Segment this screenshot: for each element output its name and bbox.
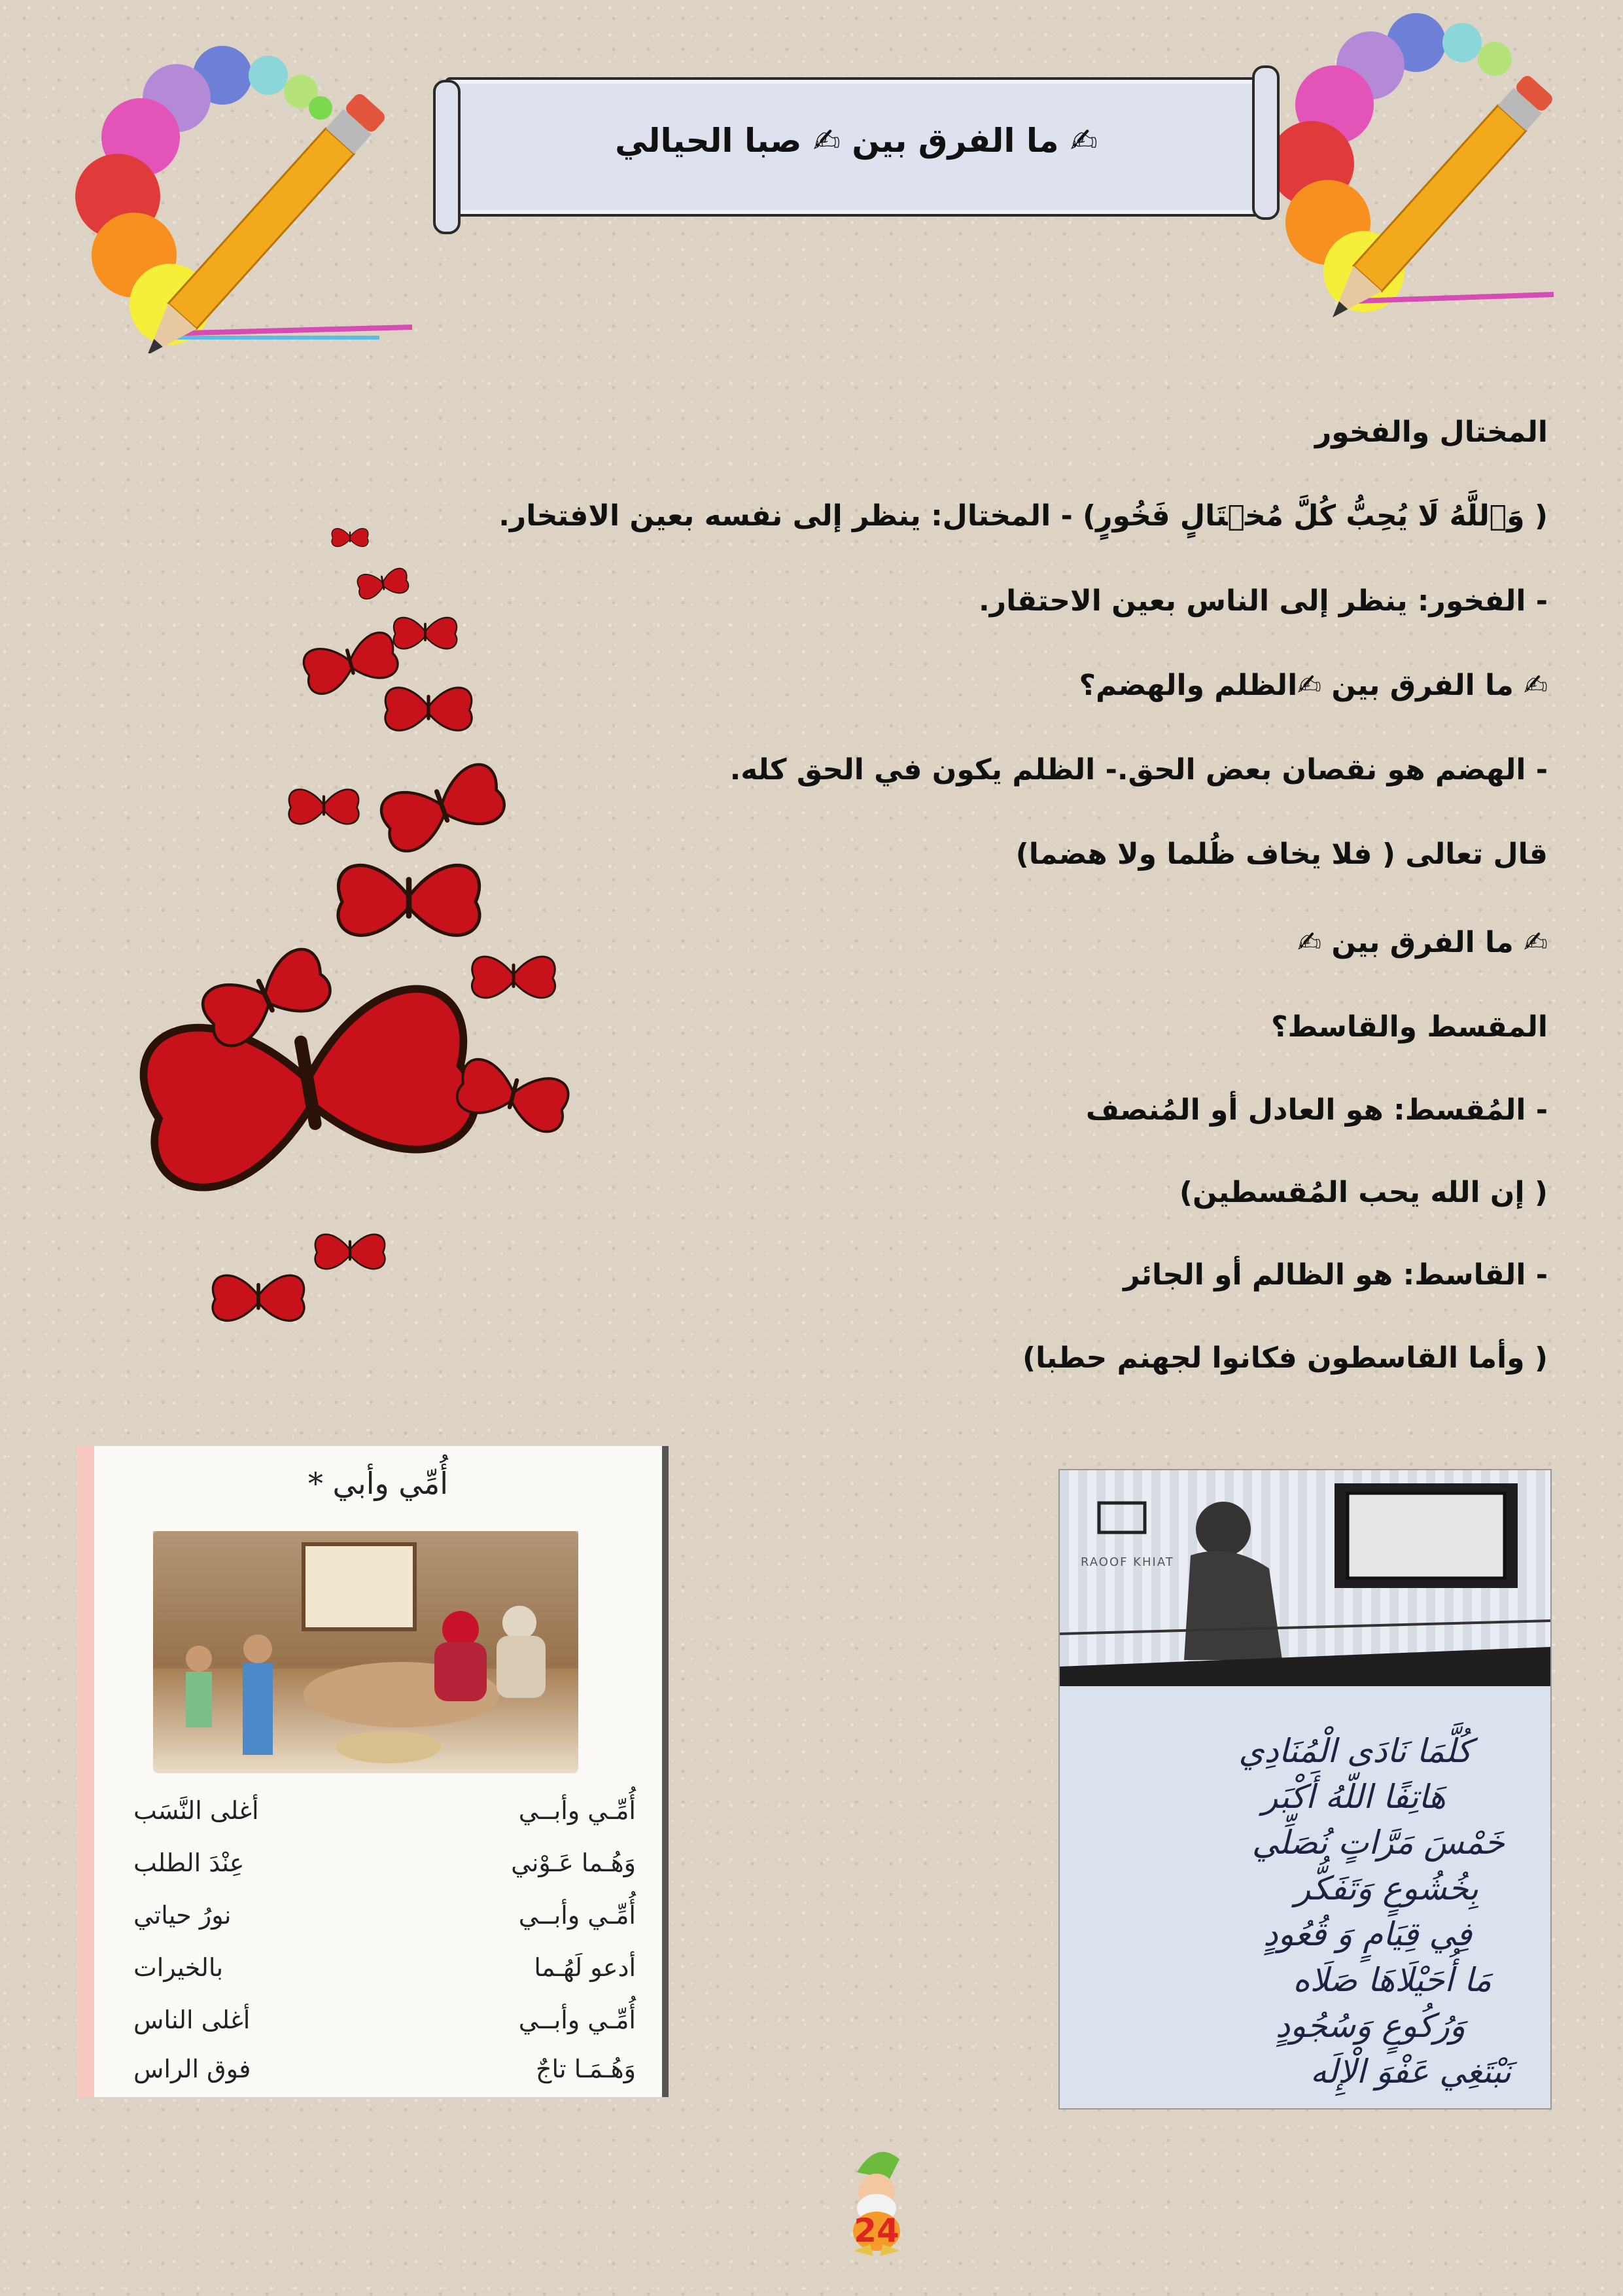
poem-left-verse: وَهُـما عَـوْني (511, 1848, 636, 1877)
poem-left-row-5 (133, 2005, 636, 2034)
prayer-poem-line-1: كُلَّمَا نَادَى الْمُنَادِي (1238, 1732, 1472, 1770)
pencil-rainbow-decoration-right (1266, 13, 1593, 321)
prayer-poem-line-3: خَمْسَ مَرَّاتٍ نُصَلِّي (1251, 1824, 1505, 1862)
praying-boy-sketch (1060, 1470, 1550, 1686)
poem-left-verse: أُمِّـي وأبــي (518, 1901, 636, 1930)
text-line-6: قال تعالى ( فلا يخاف ظُلما ولا هضما) (1015, 838, 1548, 871)
pencil-rainbow-decoration-left (72, 46, 438, 353)
poem-left-row-4 (133, 1953, 636, 1982)
poem-left-verse: نورُ حياتي (133, 1901, 232, 1930)
text-line-2: ( وَٱللَّهُ لَا يُحِبُّ كُلَّ مُخۡتَالٍ فَخُورٍ) - المختال: ينظر إلى نفسه بعين الافتخار. (498, 499, 1548, 533)
text-line-10: ( إن الله يحب المُقسطين) (1179, 1176, 1548, 1209)
sketch-artist-caption: RAOOF KHIAT (1081, 1555, 1174, 1569)
text-line-12: ( وأما القاسطون فكانوا لجهنم حطبا) (1022, 1341, 1548, 1375)
poem-left-row-2 (133, 1848, 636, 1877)
family-scene-illustration (153, 1531, 578, 1773)
poem-left-heading: أُمِّي وأبي * (307, 1466, 449, 1501)
poem-left-verse: أدعو لَهُـما (534, 1953, 636, 1982)
title-banner (445, 77, 1268, 217)
poem-left-verse: أغلى النَّسَب (133, 1796, 259, 1825)
poem-left-verse: فوق الراس (133, 2055, 251, 2083)
poem-image-mother-father (77, 1446, 669, 2097)
poem-left-verse: عِنْدَ الطلب (133, 1848, 245, 1877)
poem-image-prayer (1058, 1469, 1552, 2110)
poem-left-row-6 (133, 2055, 636, 2083)
poem-left-verse: أغلى الناس (133, 2005, 251, 2034)
poem-left-row-3 (133, 1901, 636, 1930)
text-line-11: - القاسط: هو الظالم أو الجائر (1123, 1258, 1548, 1292)
text-line-5: - الهضم هو نقصان بعض الحق.- الظلم يكون في الحق كله. (729, 753, 1548, 786)
page-number-badge (837, 2146, 916, 2277)
text-line-8: المقسط والقاسط؟ (1270, 1010, 1548, 1044)
page-number: 24 (854, 2212, 899, 2250)
prayer-poem-line-8: نَبْتَغِي عَفْوَ الْإِلَه (1310, 2053, 1511, 2091)
poem-left-verse: وَهُـمَـا تاجٌ (536, 2055, 636, 2083)
poem-left-verse: أُمِّـي وأبــي (518, 1796, 636, 1825)
question-heading-2: ✍ ما الفرق بين ✍الظلم والهضم؟ (1079, 669, 1548, 702)
prayer-poem-line-7: وَرُكُوعٍ وَسُجُودٍ (1275, 2007, 1465, 2045)
text-line-9: - المُقسط: هو العادل أو المُنصف (1085, 1093, 1548, 1127)
page-title: ✍ ما الفرق بين ✍ صبا الحيالي (615, 122, 1098, 160)
text-line-3: - الفخور: ينظر إلى الناس بعين الاحتقار. (979, 584, 1548, 618)
poem-left-verse: بالخيرات (133, 1953, 224, 1982)
question-heading-3: ✍ ما الفرق بين ✍ (1297, 926, 1548, 959)
poem-left-verse: أُمِّـي وأبــي (518, 2005, 636, 2034)
poem-left-row-1 (133, 1796, 636, 1825)
prayer-poem-line-2: هَاتِفًا اللّهُ أَكْبَر (1262, 1778, 1446, 1816)
text-line-1: المختال والفخور (1314, 415, 1548, 449)
prayer-poem-line-5: فِي قِيَامٍ وَ قُعُودٍ (1263, 1915, 1472, 1953)
prayer-poem-line-4: بِخُشُوعٍ وَتَفَكُّر (1295, 1869, 1478, 1907)
prayer-poem-line-6: مَا أُحَيْلَاهَا صَلَاه (1293, 1961, 1492, 1999)
